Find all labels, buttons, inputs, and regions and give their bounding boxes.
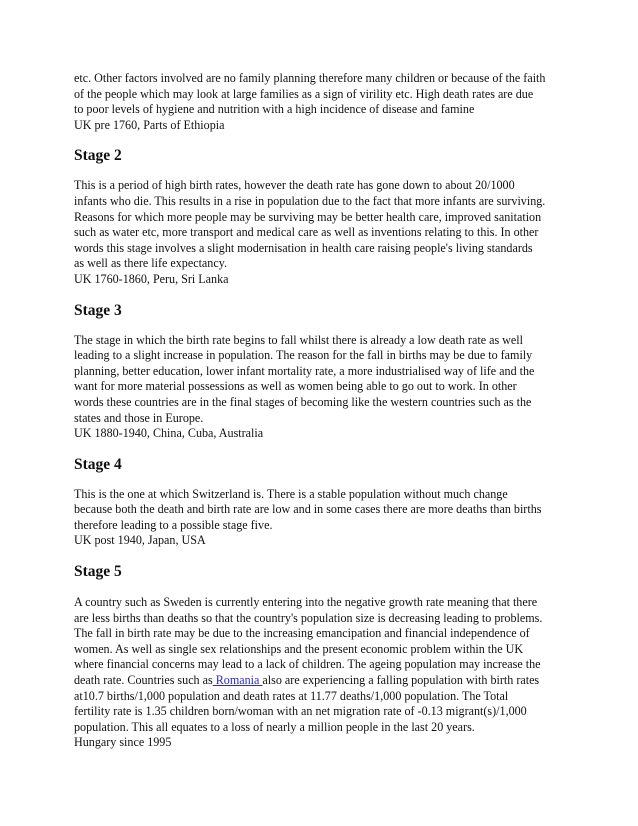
text-line: planning, better education, lower infant mortality rate, a more industrialised way of life and the (74, 363, 535, 378)
text-line: at10.7 births/1,000 population and death rates at 11.77 deaths/1,000 population. The Total (74, 688, 509, 703)
text-line: The stage in which the birth rate begins to fall whilst there is already a low death rate as well (74, 332, 523, 347)
text-line: are less births than deaths so that the country's population size is decreasing leading to problems. (74, 610, 543, 625)
text-line: women. As well as single sex relationships and the present economic problem within the UK (74, 641, 524, 656)
stage-3-paragraph (74, 333, 574, 442)
text-line: The fall in birth rate may be due to the increasing emancipation and financial independence of (74, 626, 530, 641)
text-line: leading to a slight increase in population. The reason for the fall in births may be due to family (74, 348, 533, 363)
text-line-with-link (74, 673, 574, 689)
text-line: This is the one at which Switzerland is. There is a stable population without much change (74, 486, 508, 501)
text-line: Reasons for which more people may be surviving may be better health care, improved sanitation (74, 209, 542, 224)
text-line: UK 1760-1860, Peru, Sri Lanka (74, 271, 229, 286)
stage-4-heading: Stage 4 (74, 455, 122, 473)
text-line: Hungary since 1995 (74, 735, 172, 750)
text-line: UK 1880-1940, China, Cuba, Australia (74, 426, 264, 441)
text-line: words this stage involves a slight modernisation in health care raising people's living standards (74, 240, 533, 255)
link-line-prefix: death rate. Countries such as (74, 673, 213, 688)
text-line: want for more material possessions as well as women being able to go out to work. In other (74, 379, 517, 394)
text-line: states and those in Europe. (74, 410, 204, 425)
text-line: as well as there life expectancy. (74, 256, 227, 271)
intro-paragraph (74, 71, 574, 133)
text-line: such as water etc, more transport and medical care as well as inventions relating to this. In other (74, 225, 539, 240)
text-line: fertility rate is 1.35 children born/woman with an net migration rate of -0.13 migrant(s)/1,000 (74, 704, 527, 719)
romania-link[interactable]: Romania (212, 673, 263, 688)
stage-5-heading: Stage 5 (74, 563, 122, 581)
stage-4-paragraph (74, 487, 574, 549)
text-line: because both the death and birth rate are low and in some cases there are more deaths than births (74, 502, 542, 517)
stage-5-paragraph (74, 595, 574, 751)
stage-3-heading: Stage 3 (74, 301, 122, 319)
text-line: This is a period of high birth rates, however the death rate has gone down to about 20/1000 (74, 178, 515, 193)
text-line: etc. Other factors involved are no family planning therefore many children or because of the faith (74, 71, 546, 85)
text-line: A country such as Sweden is currently entering into the negative growth rate meaning that there (74, 595, 538, 610)
document-page (74, 71, 574, 751)
text-line: to poor levels of hygiene and nutrition with a high incidence of disease and famine (74, 102, 475, 117)
text-line: where financial concerns may lead to a lack of children. The ageing population may increase the (74, 657, 541, 672)
text-line: of the people which may look at large families as a sign of virility etc. High death rates are due (74, 86, 534, 101)
text-line: UK pre 1760, Parts of Ethiopia (74, 117, 225, 132)
text-line: UK post 1940, Japan, USA (74, 533, 206, 548)
link-line-suffix: also are experiencing a falling population with birth rates (262, 673, 540, 688)
text-line: therefore leading to a possible stage five. (74, 517, 273, 532)
text-line: words these countries are in the final stages of becoming like the western countries such as the (74, 394, 532, 409)
stage-2-heading: Stage 2 (74, 147, 122, 165)
text-line: population. This all equates to a loss of nearly a million people in the last 20 years. (74, 719, 475, 734)
stage-2-paragraph (74, 178, 574, 287)
text-line: infants who die. This results in a rise in population due to the fact that more infants are surviving. (74, 193, 546, 208)
